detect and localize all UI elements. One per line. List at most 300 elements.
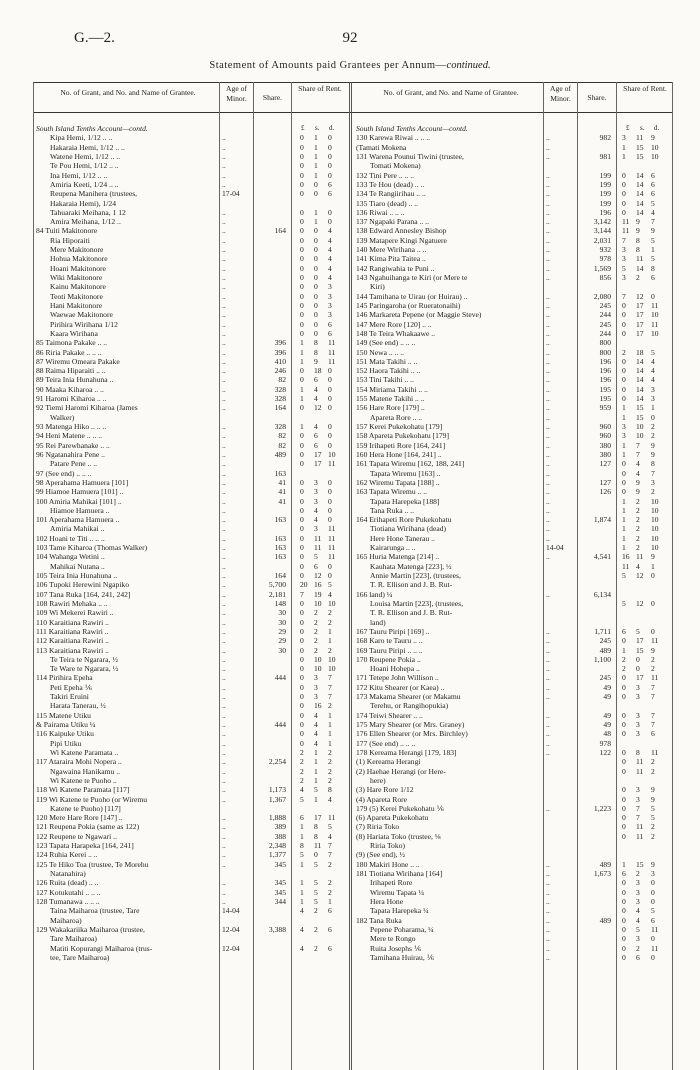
shillings-cell: 14 <box>636 356 644 366</box>
table-row <box>36 636 348 645</box>
pence-cell: 4 <box>651 207 655 217</box>
age-cell: .. <box>546 375 550 385</box>
pence-cell: 0 <box>328 571 332 580</box>
table-row <box>36 655 348 664</box>
grantee-cell: 129 Wakakariika Maiharoa (trustee, <box>36 924 145 934</box>
table-row <box>356 348 672 357</box>
pence-cell: 11 <box>651 924 659 934</box>
shillings-cell: 11 <box>636 757 644 767</box>
pence-cell: 1 <box>328 626 332 636</box>
table-row <box>36 925 348 934</box>
pence-cell: 7 <box>651 682 655 692</box>
table-row <box>356 282 672 291</box>
pounds-cell: 11 <box>622 226 630 236</box>
table-row <box>36 776 348 785</box>
age-cell: .. <box>222 375 226 385</box>
pence-cell: 4 <box>651 356 655 366</box>
shillings-cell: 4 <box>314 515 318 525</box>
pounds-cell: 0 <box>300 552 304 562</box>
share-cell: 196 <box>599 366 611 376</box>
pounds-cell: 4 <box>300 943 304 953</box>
grantee-cell: Walker) <box>50 412 75 422</box>
age-cell: .. <box>222 813 226 823</box>
table-row <box>356 292 672 301</box>
pence-cell: 4 <box>328 226 332 236</box>
age-cell: .. <box>222 747 226 757</box>
table-row <box>356 301 672 310</box>
grantee-cell: Tiotiana Wirihana (dead) <box>370 524 447 534</box>
grantee-cell: Takiri Eruini <box>50 692 89 702</box>
grantee-cell: land) <box>370 617 386 627</box>
table-row <box>356 944 672 953</box>
shillings-cell: 7 <box>636 449 640 459</box>
pounds-cell: 1 <box>622 515 626 525</box>
pence-cell: 10 <box>651 142 659 152</box>
pence-cell: 1 <box>328 896 332 906</box>
age-cell: .. <box>222 710 226 720</box>
shillings-cell: 12 <box>636 291 644 301</box>
shillings-cell: 2 <box>636 505 640 515</box>
share-cell: 30 <box>278 617 286 627</box>
age-cell: .. <box>222 552 226 562</box>
table-row <box>356 459 672 468</box>
table-row <box>356 431 672 440</box>
age-cell: .. <box>546 552 550 562</box>
grantee-cell: Wi Katene Paramata .. <box>50 747 119 757</box>
grantee-cell: tee, Tare Maiharoa) <box>50 952 110 962</box>
col-header-age-right: Age of Minor. <box>550 84 571 103</box>
grantee-cell: 134 Te Rangiirihau .. .. <box>356 189 426 199</box>
pence-cell: 2 <box>651 431 655 441</box>
table-row <box>356 469 672 478</box>
table-row <box>36 506 348 515</box>
shillings-cell: 14 <box>636 263 644 273</box>
pounds-cell: 0 <box>622 366 626 376</box>
age-cell: .. <box>546 394 550 404</box>
pence-cell: 3 <box>328 282 332 292</box>
pence-cell: 1 <box>328 738 332 748</box>
pence-cell: 3 <box>651 394 655 404</box>
shillings-cell: 2 <box>636 943 640 953</box>
share-cell: 2,181 <box>268 589 286 599</box>
pence-cell: 6 <box>651 179 655 189</box>
pence-cell: 0 <box>328 403 332 413</box>
shillings-cell: 4 <box>314 384 318 394</box>
pence-cell: 11 <box>328 813 336 823</box>
pence-cell: 4 <box>328 589 332 599</box>
share-cell: 148 <box>274 598 286 608</box>
age-cell: .. <box>546 207 550 217</box>
shillings-cell: 12 <box>636 598 644 608</box>
pence-cell: 3 <box>651 384 655 394</box>
document-code: G.—2. <box>74 30 115 46</box>
share-cell: 1,223 <box>593 803 611 813</box>
table-row <box>356 850 672 859</box>
grantee-cell: Kiri) <box>370 282 385 292</box>
share-cell: 49 <box>603 682 611 692</box>
grantee-cell: 109 Wi Mekerei Rawiri .. <box>36 608 114 618</box>
pence-cell: 2 <box>328 645 332 655</box>
shillings-cell: 9 <box>636 226 640 236</box>
age-cell: .. <box>222 161 226 171</box>
shillings-cell: 4 <box>314 710 318 720</box>
age-cell: .. <box>222 505 226 515</box>
grantee-cell: Tamihana Huirau, ⅙ <box>370 952 434 962</box>
grantee-cell: Amiria Mahikai .. <box>50 524 105 534</box>
pounds-cell: 0 <box>300 477 304 487</box>
pounds-cell: 7 <box>300 589 304 599</box>
grantee-cell: Waewae Makitonore <box>50 310 113 320</box>
pounds-cell: 8 <box>300 841 304 851</box>
pence-cell: 4 <box>328 263 332 273</box>
pounds-cell: 2 <box>622 664 626 674</box>
table-row <box>356 366 672 375</box>
age-cell: .. <box>222 580 226 590</box>
grantee-cell: 150 Newa .. .. .. <box>356 347 405 357</box>
age-cell: .. <box>546 859 550 869</box>
age-cell: .. <box>222 356 226 366</box>
share-cell: 345 <box>274 887 286 897</box>
grantee-cell: 123 Tapata Harapeka [164, 241] <box>36 841 134 851</box>
grantee-cell: 167 Tauru Piripi [169] .. <box>356 626 430 636</box>
table-row <box>356 385 672 394</box>
title-suffix: continued. <box>446 60 491 71</box>
pounds-cell: 2 <box>622 347 626 357</box>
grantee-cell: 96 Ngatanahira Pene .. <box>36 449 105 459</box>
pence-cell: 2 <box>328 757 332 767</box>
grantee-cell: 180 Makiri Hone .. .. <box>356 859 420 869</box>
pounds-cell: 0 <box>300 207 304 217</box>
pounds-cell: 0 <box>622 207 626 217</box>
shillings-cell: 3 <box>636 720 640 729</box>
pounds-cell: 1 <box>300 887 304 897</box>
grantee-cell: 115 Matene Utiku <box>36 710 91 720</box>
share-cell: 1,569 <box>593 263 611 273</box>
pence-cell: 6 <box>328 189 332 199</box>
grantee-cell: 125 Te Hiko Toa (trustee, Te Morehu <box>36 859 149 869</box>
table-row <box>356 822 672 831</box>
shillings-cell: 6 <box>314 431 318 441</box>
pence-cell: 0 <box>328 151 332 161</box>
share-cell: 388 <box>274 831 286 841</box>
share-cell: 981 <box>599 151 611 161</box>
age-cell: .. <box>546 440 550 450</box>
table-row <box>36 729 348 738</box>
share-cell: 163 <box>274 533 286 543</box>
age-cell: .. <box>222 142 226 152</box>
share-cell: 199 <box>599 170 611 180</box>
currency-pounds: £ <box>626 124 630 132</box>
table-row <box>36 226 348 235</box>
age-cell: .. <box>546 403 550 413</box>
shillings-cell: 12 <box>314 571 322 580</box>
grantee-cell: 102 Hoani te Titi .. .. .. <box>36 533 105 543</box>
pounds-cell: 0 <box>622 878 626 888</box>
pence-cell: 11 <box>328 543 336 553</box>
pence-cell: 0 <box>651 934 655 944</box>
pence-cell: 9 <box>651 552 655 562</box>
pounds-cell: 0 <box>300 440 304 450</box>
shillings-cell: 4 <box>636 906 640 916</box>
age-cell: 17-04 <box>222 189 240 199</box>
age-cell: .. <box>546 189 550 199</box>
share-cell: 196 <box>599 375 611 385</box>
shillings-cell: 4 <box>636 561 640 571</box>
share-cell: 2,348 <box>268 841 286 851</box>
table-row <box>356 217 672 226</box>
pence-cell: 10 <box>651 524 659 534</box>
share-cell: 489 <box>599 859 611 869</box>
shillings-cell: 3 <box>314 496 318 506</box>
pounds-cell: 0 <box>300 524 304 534</box>
share-cell: 30 <box>278 645 286 655</box>
share-cell: 978 <box>599 254 611 264</box>
age-cell: .. <box>222 673 226 683</box>
pounds-cell: 0 <box>300 310 304 320</box>
table-row <box>356 413 672 422</box>
grantee-cell: (9) (See end), ½ <box>356 850 406 860</box>
share-cell: 410 <box>274 356 286 366</box>
pounds-cell: 1 <box>300 394 304 404</box>
shillings-cell: 0 <box>314 328 318 338</box>
grantee-cell: Tapata Wiremu [163] .. <box>370 468 441 478</box>
shillings-cell: 3 <box>636 785 640 795</box>
table-row <box>36 310 348 319</box>
shillings-cell: 6 <box>314 561 318 571</box>
age-cell: .. <box>222 151 226 161</box>
pence-cell: 0 <box>328 431 332 441</box>
grantee-cell: 176 Ellen Shearer (or Mrs. Birchley) <box>356 729 468 739</box>
pence-cell: 5 <box>651 235 655 245</box>
pence-cell: 9 <box>651 226 655 236</box>
pence-cell: 0 <box>651 896 655 906</box>
grantee-cell: (6) Apareta Pukekohatu <box>356 813 429 823</box>
age-cell: .. <box>222 561 226 571</box>
pence-cell: 11 <box>651 673 659 683</box>
age-cell: .. <box>546 273 550 282</box>
share-cell: 163 <box>274 515 286 525</box>
shillings-cell: 17 <box>314 459 322 469</box>
grantee-cell: 97 (See end) .. .. .. <box>36 468 92 478</box>
grantee-cell: 127 Kotukutahi .. .. .. <box>36 887 101 897</box>
age-cell: .. <box>546 366 550 376</box>
pounds-cell: 6 <box>622 626 626 636</box>
share-cell: 3,388 <box>268 924 286 934</box>
grantee-cell: 108 Rawiri Mehaka .. .. <box>36 598 108 608</box>
share-cell: 245 <box>599 636 611 646</box>
shillings-cell: 0 <box>314 273 318 282</box>
pence-cell: 11 <box>328 524 336 534</box>
share-cell: 41 <box>278 487 286 497</box>
grantee-cell: Pirihira Wirihana 1/12 <box>50 319 118 329</box>
grantee-cell: 141 Kima Pita Taitea .. <box>356 254 426 264</box>
shillings-cell: 3 <box>314 692 318 702</box>
shillings-cell: 9 <box>314 356 318 366</box>
share-cell: 489 <box>274 449 286 459</box>
title-main: Statement of Amounts paid Grantees per Annum— <box>209 60 447 71</box>
table-row <box>356 664 672 673</box>
pence-cell: 0 <box>328 487 332 497</box>
age-cell: .. <box>222 300 226 310</box>
grantee-cell: 169 Tauru Piripi .. .. .. <box>356 645 423 655</box>
grantee-cell: Harata Tanerau, ½ <box>50 701 106 711</box>
grantee-cell: 89 Teira Inia Hunahuna .. <box>36 375 114 385</box>
age-cell: .. <box>546 319 550 329</box>
age-cell: .. <box>546 328 550 338</box>
grantee-cell: 110 Karaitiana Rawiri .. <box>36 617 109 627</box>
table-row <box>356 841 672 850</box>
share-cell: 245 <box>599 319 611 329</box>
grantee-cell: 112 Karaitiana Rawiri .. <box>36 636 109 646</box>
pounds-cell: 0 <box>300 738 304 748</box>
grantee-cell: 178 Kereama Herangi [179, 183] <box>356 747 457 757</box>
pounds-cell: 0 <box>622 459 626 469</box>
share-cell: 1,711 <box>594 626 611 636</box>
grantee-cell: Hoani Hohepa .. <box>370 664 420 674</box>
share-cell: 1,173 <box>268 785 286 795</box>
grantee-cell: 146 Markareta Pepene (or Maggie Steve) <box>356 310 482 320</box>
table-row <box>356 245 672 254</box>
pence-cell: 7 <box>651 720 655 729</box>
pounds-cell: 11 <box>622 561 630 571</box>
grantee-cell: 116 Kaipuke Utiku <box>36 729 94 739</box>
shillings-cell: 3 <box>636 682 640 692</box>
grantee-cell: Ina Hemi, 1/12 .. .. <box>50 170 108 180</box>
table-row <box>36 320 348 329</box>
shillings-cell: 19 <box>314 589 322 599</box>
pence-cell: 0 <box>328 394 332 404</box>
table-row <box>356 562 672 571</box>
pounds-cell: 0 <box>300 366 304 376</box>
pounds-cell: 1 <box>300 356 304 366</box>
table-row <box>356 627 672 636</box>
grantee-cell: (1) Kereama Herangi <box>356 757 421 767</box>
share-cell: 244 <box>599 310 611 320</box>
grantee-cell: Wiremu Tapata ¼ <box>370 887 425 897</box>
pence-cell: 4 <box>328 831 332 841</box>
pounds-cell: 1 <box>622 142 626 152</box>
shillings-cell: 3 <box>314 673 318 683</box>
age-cell: .. <box>546 235 550 245</box>
age-cell: .. <box>222 775 226 785</box>
pence-cell: 5 <box>651 803 655 813</box>
shillings-cell: 2 <box>314 608 318 618</box>
table-row <box>36 329 348 338</box>
table-row <box>356 832 672 841</box>
table-row <box>36 254 348 263</box>
shillings-cell: 5 <box>636 924 640 934</box>
pence-cell: 10 <box>328 449 336 459</box>
age-cell: .. <box>546 338 550 348</box>
table-row <box>356 180 672 189</box>
pence-cell: 9 <box>651 785 655 795</box>
pounds-cell: 2 <box>300 747 304 757</box>
grantee-cell: Taina Maiharoa (trustee, Tare <box>50 906 140 916</box>
col-header-grant-left: No. of Grant, and No. and Name of Grantee. <box>60 88 196 97</box>
age-cell: .. <box>546 952 550 962</box>
pounds-cell: 1 <box>622 859 626 869</box>
age-cell: .. <box>222 422 226 431</box>
table-row <box>36 757 348 766</box>
age-cell: .. <box>222 440 226 450</box>
pounds-cell: 0 <box>622 375 626 385</box>
age-cell: .. <box>222 617 226 627</box>
grantee-cell: Kauhata Matenga [223], ½ <box>370 561 452 571</box>
grantee-cell: Tana Ruka .. .. <box>370 505 414 515</box>
pence-cell: 4 <box>651 375 655 385</box>
table-row <box>356 795 672 804</box>
shillings-cell: 2 <box>314 617 318 627</box>
grantee-cell: 164 Erihapeti Rore Pukekohatu <box>356 515 452 525</box>
shillings-cell: 3 <box>636 878 640 888</box>
table-row <box>356 776 672 785</box>
pounds-cell: 0 <box>300 561 304 571</box>
share-cell: 4,541 <box>593 552 611 562</box>
shillings-cell: 3 <box>636 794 640 804</box>
age-cell: .. <box>222 533 226 543</box>
table-row <box>36 599 348 608</box>
grantee-cell: 144 Tamihana te Uirau (or Huirau) .. <box>356 291 468 301</box>
pounds-cell: 0 <box>300 375 304 385</box>
pounds-cell: 5 <box>300 794 304 804</box>
table-row <box>36 673 348 682</box>
grantee-cell: 152 Haora Takihi .. .. <box>356 366 421 376</box>
grantee-cell: Hiamoe Hamuera .. <box>50 505 110 515</box>
pounds-cell: 1 <box>622 449 626 459</box>
pounds-cell: 16 <box>622 552 630 562</box>
col-header-grant-right: No. of Grant, and No. and Name of Grantee. <box>383 88 519 97</box>
table-row <box>356 804 672 813</box>
grantee-cell: 84 Tuiti Makitonore <box>36 226 98 236</box>
pence-cell: 0 <box>651 291 655 301</box>
pounds-cell: 0 <box>622 189 626 199</box>
table-row <box>356 580 672 589</box>
age-cell: .. <box>546 720 550 729</box>
age-cell: .. <box>546 887 550 897</box>
pence-cell: 0 <box>328 133 332 143</box>
table-row <box>36 143 348 152</box>
table-row <box>36 767 348 776</box>
age-cell: .. <box>222 394 226 404</box>
age-cell: .. <box>546 226 550 236</box>
shillings-cell: 0 <box>314 226 318 236</box>
age-cell: .. <box>222 822 226 832</box>
pence-cell: 0 <box>651 952 655 962</box>
grantee-cell: 95 Rei Parewhanake .. .. <box>36 440 110 450</box>
shillings-cell: 3 <box>636 710 640 720</box>
pence-cell: 6 <box>651 170 655 180</box>
pence-cell: 8 <box>651 459 655 469</box>
table-row <box>36 860 348 869</box>
currency-pounds: £ <box>301 124 305 132</box>
shillings-cell: 14 <box>636 207 644 217</box>
pounds-cell: 0 <box>622 710 626 720</box>
shillings-cell: 0 <box>314 850 318 860</box>
grantee-cell: (4) Apareta Rore <box>356 794 408 804</box>
table-row <box>36 934 348 943</box>
age-cell: .. <box>222 366 226 376</box>
age-cell: .. <box>546 589 550 599</box>
pounds-cell: 1 <box>300 384 304 394</box>
share-cell: 49 <box>603 692 611 702</box>
shillings-cell: 6 <box>314 440 318 450</box>
shillings-cell: 17 <box>636 319 644 329</box>
shillings-cell: 8 <box>314 822 318 832</box>
shillings-cell: 6 <box>636 952 640 962</box>
pounds-cell: 7 <box>622 235 626 245</box>
table-row <box>36 822 348 831</box>
pence-cell: 6 <box>328 924 332 934</box>
